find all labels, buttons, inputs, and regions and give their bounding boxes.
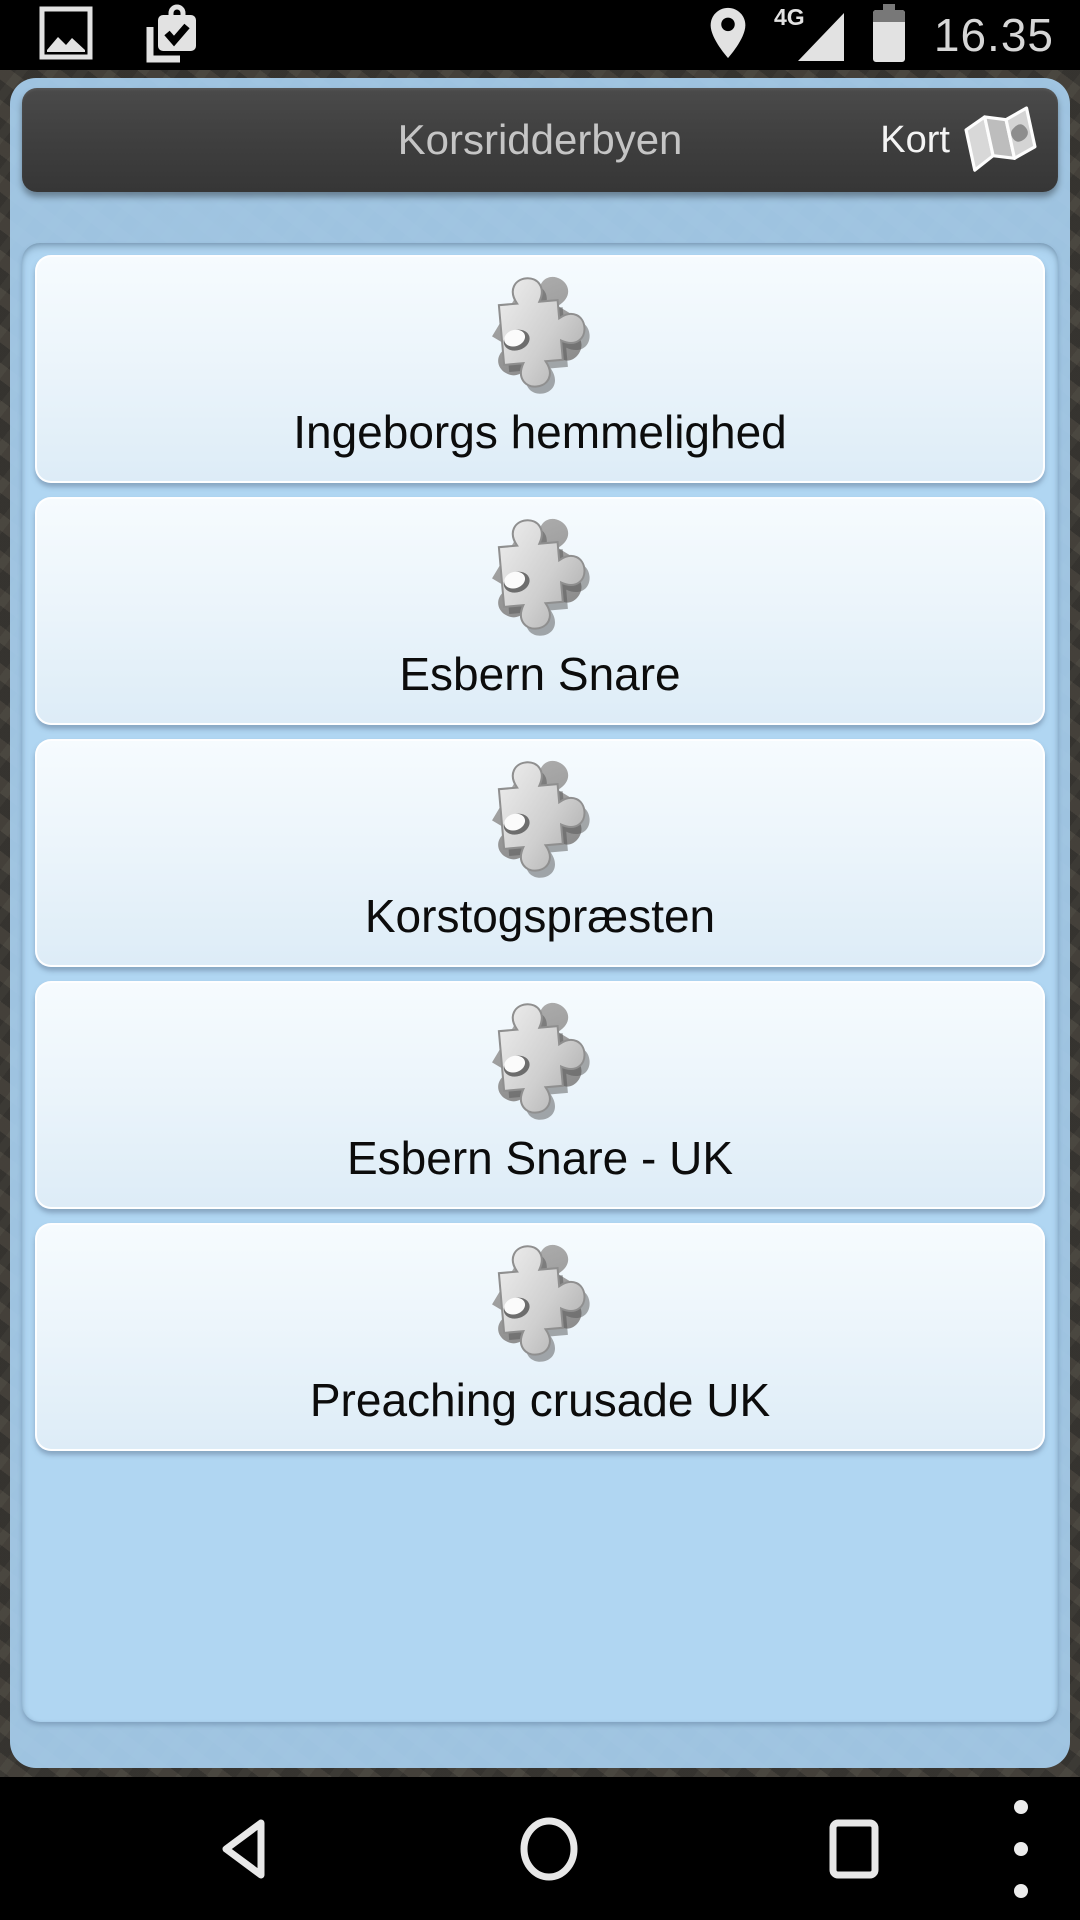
recents-button[interactable] (828, 1818, 880, 1880)
quest-list-panel (22, 243, 1058, 1722)
quest-item[interactable] (35, 255, 1045, 483)
clock-label: 16.35 (933, 9, 1054, 61)
task-complete-notification-icon (138, 3, 200, 68)
location-icon (708, 6, 748, 65)
quest-item-label: Ingeborgs hemmelighed (293, 406, 787, 458)
app-frame (10, 78, 1070, 1768)
home-circle-icon (518, 1816, 580, 1882)
quest-item-label: Esbern Snare - UK (346, 1132, 734, 1184)
quest-item-label: Preaching crusade UK (309, 1374, 771, 1426)
page-title: Korsridderbyen (397, 116, 683, 163)
quest-item[interactable] (35, 1223, 1045, 1451)
back-triangle-icon (219, 1818, 267, 1880)
quest-item-label: Korstogspræsten (364, 890, 716, 942)
network-type-label: 4G (773, 4, 805, 30)
puzzle-icon (477, 751, 603, 879)
status-bar (0, 0, 1080, 70)
quest-item[interactable] (35, 739, 1045, 967)
back-button[interactable] (219, 1818, 267, 1880)
battery-icon (870, 4, 908, 67)
map-button-label: Kort (880, 118, 950, 161)
quest-item[interactable] (35, 981, 1045, 1209)
navigation-bar (0, 1777, 1080, 1920)
app-header (22, 88, 1058, 192)
home-button[interactable] (518, 1816, 580, 1882)
puzzle-icon (477, 509, 603, 637)
quest-item-label: Esbern Snare (399, 648, 681, 700)
picture-notification-icon (38, 5, 94, 66)
puzzle-icon (477, 267, 603, 395)
puzzle-icon (477, 1235, 603, 1363)
signal-4g-icon (774, 5, 844, 66)
quest-item[interactable] (35, 497, 1045, 725)
puzzle-icon (477, 993, 603, 1121)
menu-button[interactable] (1013, 1795, 1029, 1903)
map-button[interactable] (874, 88, 1044, 192)
recents-square-icon (828, 1818, 880, 1880)
overflow-menu-icon (1013, 1795, 1029, 1903)
map-icon (962, 106, 1038, 174)
